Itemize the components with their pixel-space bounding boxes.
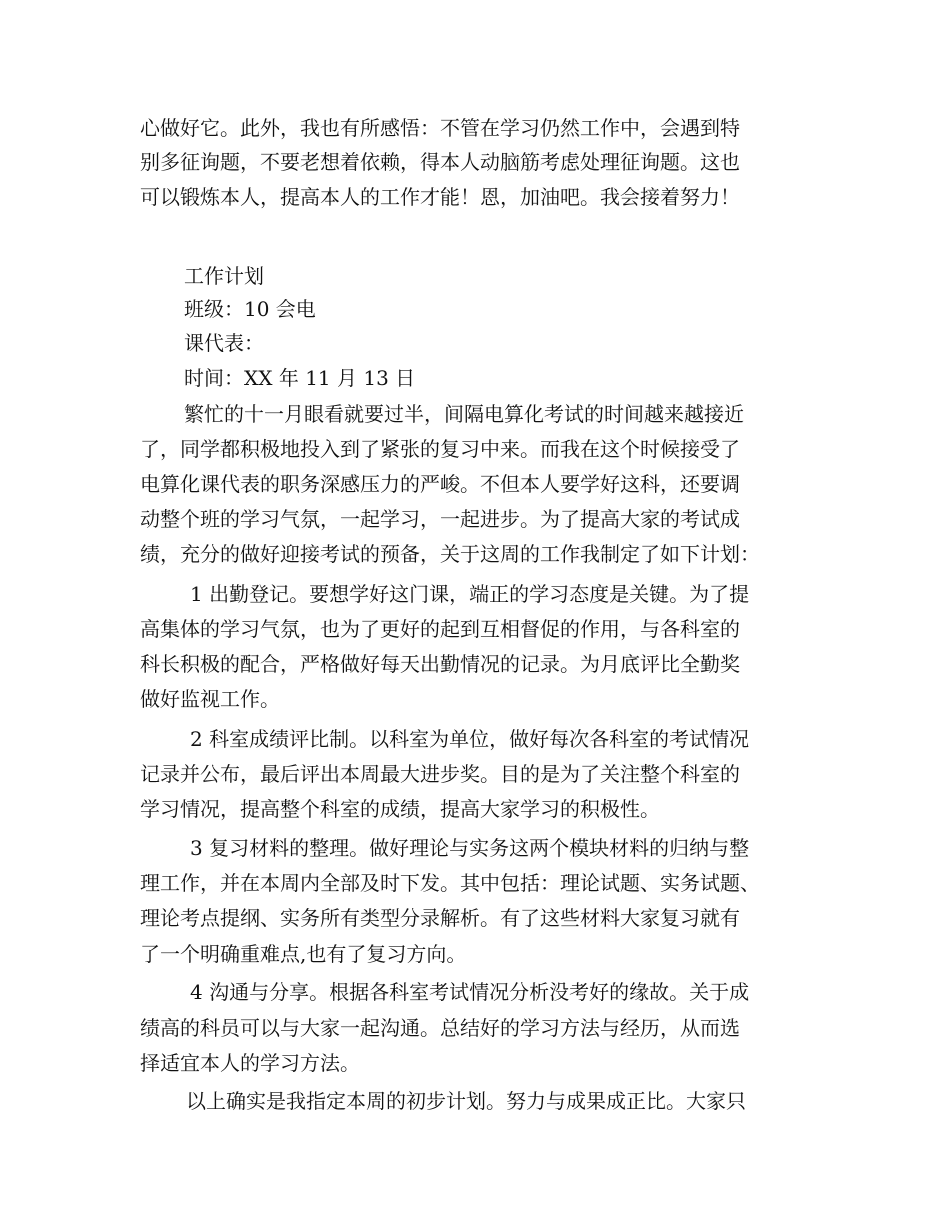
list-item: 3 复习材料的整理。做好理论与实务这两个模块材料的归纳与整: [190, 836, 750, 860]
list-item: 1 出勤登记。要想学好这门课，端正的学习态度是关键。为了提: [190, 582, 750, 606]
paragraph-line: 学习情况，提高整个科室的成绩，提高大家学习的积极性。: [140, 797, 660, 821]
paragraph-line: 可以锻炼本人，提高本人的工作才能！恩，加油吧。我会接着努力！: [140, 185, 740, 209]
list-item: 4 沟通与分享。根据各科室考试情况分析没考好的缘故。关于成: [190, 980, 750, 1004]
paragraph-line: 记录并公布，最后评出本周最大进步奖。目的是为了关注整个科室的: [140, 762, 740, 786]
paragraph-line: 了一个明确重难点,也有了复习方向。: [140, 942, 467, 966]
representative-label: 课代表：: [184, 331, 264, 355]
paragraph-line: 繁忙的十一月眼看就要过半，间隔电算化考试的时间越来越接近: [184, 402, 744, 426]
date-label: 时间：XX 年 11 月 13 日: [184, 366, 416, 390]
paragraph-line: 绩高的科员可以与大家一起沟通。总结好的学习方法与经历，从而选: [140, 1016, 740, 1040]
paragraph-line: 电算化课代表的职务深感压力的严峻。不但本人要学好这科，还要调: [140, 472, 740, 496]
paragraph-line: 动整个班的学习气氛，一起学习，一起进步。为了提高大家的考试成: [140, 507, 740, 531]
list-item: 2 科室成绩评比制。以科室为单位，做好每次各科室的考试情况: [190, 727, 750, 751]
paragraph-line: 做好监视工作。: [140, 687, 280, 711]
paragraph-line: 科长积极的配合，严格做好每天出勤情况的记录。为月底评比全勤奖: [140, 652, 740, 676]
paragraph-line: 心做好它。此外，我也有所感悟：不管在学习仍然工作中，会遇到特: [140, 116, 740, 140]
paragraph-line: 以上确实是我指定本周的初步计划。努力与成果成正比。大家只: [186, 1089, 746, 1113]
paragraph-line: 别多征询题，不要老想着依赖，得本人动脑筋考虑处理征询题。这也: [140, 150, 740, 174]
section-title: 工作计划: [184, 264, 264, 288]
paragraph-line: 了，同学都积极地投入到了紧张的复习中来。而我在这个时候接受了: [140, 437, 740, 461]
paragraph-line: 高集体的学习气氛，也为了更好的起到互相督促的作用，与各科室的: [140, 617, 740, 641]
paragraph-line: 择适宜本人的学习方法。: [140, 1051, 360, 1075]
paragraph-line: 绩，充分的做好迎接考试的预备，关于这周的工作我制定了如下计划：: [140, 542, 760, 566]
paragraph-line: 理论考点提纲、实务所有类型分录解析。有了这些材料大家复习就有: [140, 906, 740, 930]
class-label: 班级：10 会电: [184, 297, 316, 321]
paragraph-line: 理工作，并在本周内全部及时下发。其中包括：理论试题、实务试题、: [140, 871, 760, 895]
